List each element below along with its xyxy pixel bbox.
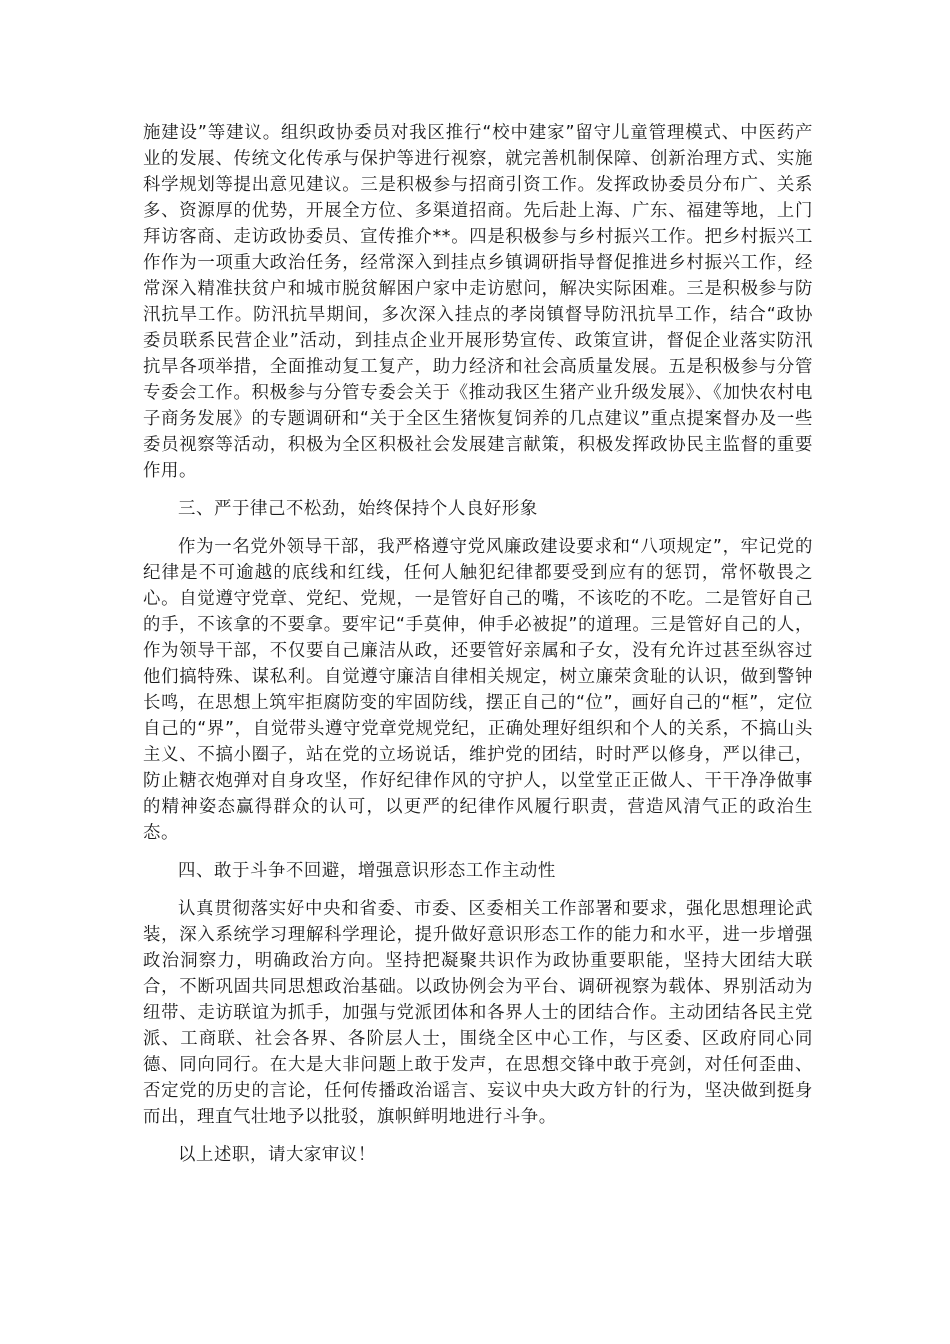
paragraph-continued-suggestions: 施建设”等建议。组织政协委员对我区推行“校中建家”留守儿童管理模式、中医药产业的发展、传统文化传承与保护等进行视察，就完善机制保障、创新治理方式、实施科学规划等提出意见建议。三是积极参与招商引资工作。发挥政协委员分布广、关系多、资源厚的优势，开展全方位、多渠道招商。先后赴上海、广东、福建等地，上门拜访客商、走访政协委员、宣传推介**。四是积极参与乡村振兴工作。把乡村振兴工作作为一项重大政治任务，经常深入到挂点乡镇调研指导督促推进乡村振兴工作，经常深入精准扶贫户和城市脱贫解困户家中走访慰问，解决实际困难。三是积极参与防汛抗旱工作。防汛抗旱期间，多次深入挂点的孝岗镇督导防汛抗旱工作，结合“政协委员联系民营企业”活动，到挂点企业开展形势宣传、政策宣讲，督促企业落实防汛抗旱各项举措，全面推动复工复产，助力经济和社会高质量发展。五是积极参与分管专委会工作。积极参与分管专委会关于《推动我区生猪产业升级发展》、《加快农村电子商务发展》的专题调研和“关于全区生猪恢复饲养的几点建议”重点提案督办及一些委员视察等活动，积极为全区积极社会发展建言献策，积极发挥政协民主监督的重要作用。 [143, 123, 813, 481]
section-heading-four: 四、敢于斗争不回避，增强意识形态工作主动性 [178, 861, 556, 881]
paragraph-self-discipline: 作为一名党外领导干部，我严格遵守党风廉政建设要求和“八项规定”，牢记党的纪律是不可逾越的底线和红线，任何人触犯纪律都要受到应有的惩罚，常怀敬畏之心。自觉遵守党章、党纪、党规，一是管好自己的嘴，不该吃的不吃。二是管好自己的手，不该拿的不要拿。要牢记“手莫伸，伸手必被捉”的道理。三是管好自己的人，作为领导干部，不仅要自己廉洁从政，还要管好亲属和子女，没有允许过甚至纵容过他们搞特殊、谋私利。自觉遵守廉洁自律相关规定，树立廉荣贪耻的认识，做到警钟长鸣，在思想上筑牢拒腐防变的牢固防线，摆正自己的“位”，画好自己的“框”，定位自己的“界”，自觉带头遵守党章党规党纪，正确处理好组织和个人的关系，不搞山头主义、不搞小圈子，站在党的立场说话，维护党的团结，时时严以修身，严以律己，防止糖衣炮弹对自身攻坚，作好纪律作风的守护人，以堂堂正正做人、干干净净做事的精神姿态赢得群众的认可，以更严的纪律作风履行职责，营造风清气正的政治生态。 [143, 537, 813, 843]
document-page [143, 120, 813, 1168]
closing-line: 以上述职，请大家审议！ [178, 1145, 376, 1165]
paragraph-ideology-work: 认真贯彻落实好中央和省委、市委、区委相关工作部署和要求，强化思想理论武装，深入系统学习理解科学理论，提升做好意识形态工作的能力和水平，进一步增强政治洞察力，明确政治方向。坚持把凝聚共识作为政协重要职能，坚持大团结大联合，不断巩固共同思想政治基础。以政协例会为平台、调研视察为载体、界别活动为纽带、走访联谊为抓手，加强与党派团体和各界人士的团结合作。主动团结各民主党派、工商联、社会各界、各阶层人士，围绕全区中心工作，与区委、区政府同心同德、同向同行。在大是大非问题上敢于发声，在思想交锋中敢于亮剑，对任何歪曲、否定党的历史的言论，任何传播政治谣言、妄议中央大政方针的行为，坚决做到挺身而出，理直气壮地予以批驳，旗帜鲜明地进行斗争。 [143, 899, 813, 1127]
section-heading-three: 三、严于律己不松劲，始终保持个人良好形象 [178, 499, 538, 519]
